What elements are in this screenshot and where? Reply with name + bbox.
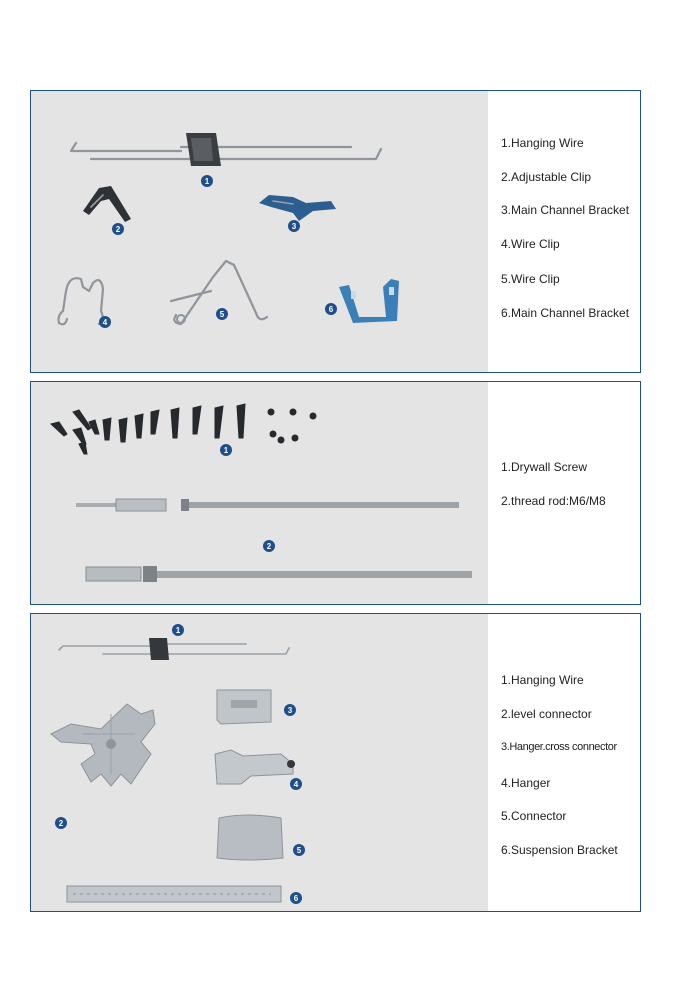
- main-channel-bracket-image-3: [259, 195, 336, 221]
- badge-6-label: 6: [328, 305, 334, 314]
- list-item-hanger-cross-connector: 3.Hanger.cross connector: [501, 741, 617, 753]
- badge-3-label: 3: [291, 222, 297, 231]
- badge-5: [293, 844, 305, 856]
- badge-2-label: 2: [115, 225, 121, 234]
- list-item-suspension-bracket: 6.Suspension Bracket: [501, 843, 618, 857]
- badge-2-label: 2: [58, 819, 64, 828]
- badge-6: [325, 303, 337, 315]
- connector-image: [217, 815, 283, 860]
- badge-6: [290, 892, 302, 904]
- list-item-wire-clip-4: 4.Wire Clip: [501, 237, 560, 251]
- badge-2: [55, 817, 67, 829]
- list-item-thread-rod: 2.thread rod:M6/M8: [501, 494, 606, 508]
- badge-1: [172, 624, 184, 636]
- product-list-2: [488, 382, 640, 604]
- badge-4-label: 4: [102, 318, 108, 327]
- panel-3-illustration: [31, 614, 488, 911]
- list-item-connector: 5.Connector: [501, 809, 567, 823]
- badge-1: [220, 444, 232, 456]
- list-item-level-connector: 2.level connector: [501, 707, 592, 721]
- wire-clip-image-4: [59, 278, 104, 324]
- product-list-3: [488, 614, 640, 911]
- hanger-image: [215, 750, 295, 784]
- badge-1-label: 1: [204, 177, 210, 186]
- hanging-wire-image: [59, 638, 289, 660]
- badge-5-label: 5: [296, 846, 302, 855]
- badge-1-label: 1: [175, 626, 181, 635]
- panel-2-illustration: [31, 382, 488, 604]
- product-photo-area-2: [31, 382, 488, 604]
- product-photo-area-3: [31, 614, 488, 911]
- list-item-hanging-wire: 1.Hanging Wire: [501, 136, 584, 150]
- list-item-drywall-screw: 1.Drywall Screw: [501, 460, 588, 474]
- list-item-adjustable-clip: 2.Adjustable Clip: [501, 170, 592, 184]
- level-connector-image: [51, 704, 155, 786]
- badge-6-label: 6: [293, 894, 299, 903]
- panel-1-illustration: [31, 91, 488, 372]
- list-item-main-channel-bracket: 3.Main Channel Bracket: [501, 203, 630, 217]
- product-panel-3: [30, 613, 641, 912]
- list-item-wire-clip-5: 5.Wire Clip: [501, 272, 560, 286]
- hanger-cross-connector-image: [217, 690, 271, 724]
- product-list-1: [488, 91, 640, 372]
- list-item-main-channel-bracket-6: 6.Main Channel Bracket: [501, 306, 630, 320]
- drywall-screws-image: [51, 404, 316, 454]
- badge-2: [112, 223, 124, 235]
- main-channel-bracket-image-6: [339, 279, 399, 323]
- badge-4: [99, 316, 111, 328]
- badge-5: [216, 308, 228, 320]
- thread-rod-image-2: [86, 566, 472, 582]
- adjustable-clip-image: [83, 186, 131, 222]
- thread-rod-image-1: [76, 499, 459, 511]
- badge-3: [288, 220, 300, 232]
- badge-1: [201, 175, 213, 187]
- hanging-wire-image: [71, 133, 381, 166]
- badge-2: [263, 540, 275, 552]
- badge-2-label: 2: [266, 542, 272, 551]
- product-panel-1: [30, 90, 641, 373]
- product-photo-area-1: [31, 91, 488, 372]
- list-item-hanging-wire: 1.Hanging Wire: [501, 673, 584, 687]
- product-panel-2: [30, 381, 641, 605]
- badge-1-label: 1: [223, 446, 229, 455]
- suspension-bracket-image: [67, 886, 281, 902]
- badge-3-label: 3: [287, 706, 293, 715]
- list-item-hanger: 4.Hanger: [501, 776, 551, 790]
- badge-5-label: 5: [219, 310, 225, 319]
- badge-4-label: 4: [293, 780, 299, 789]
- badge-4: [290, 778, 302, 790]
- badge-3: [284, 704, 296, 716]
